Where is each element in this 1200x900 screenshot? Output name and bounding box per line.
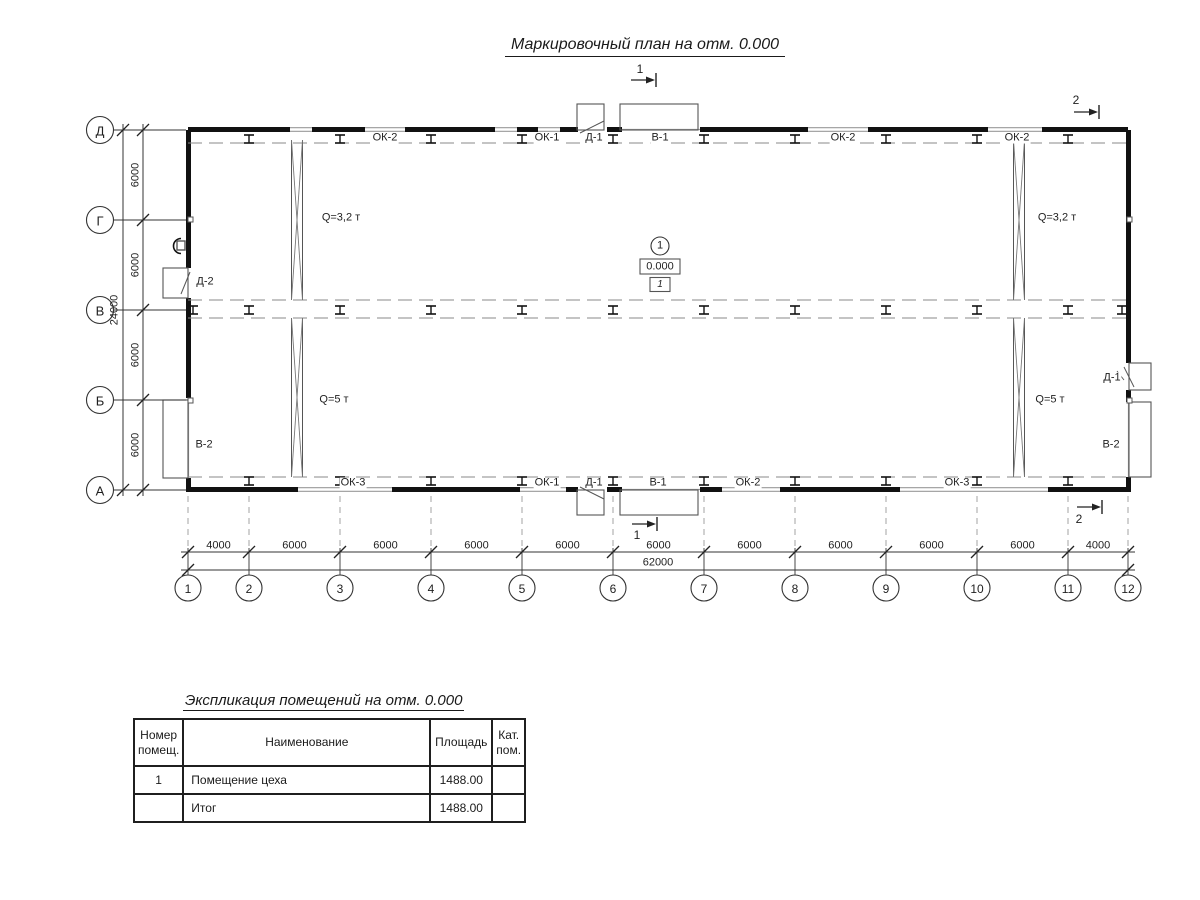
- section-mark-1: 1: [636, 62, 644, 76]
- elevation-box: [640, 259, 680, 274]
- wall-segment: [566, 487, 578, 492]
- porch: [620, 490, 698, 515]
- wall-segment: [1126, 130, 1131, 363]
- elevation-value: 0.000: [646, 260, 674, 272]
- col-header-name: Наименование: [183, 719, 430, 766]
- row-axis-letter: Б: [95, 393, 105, 409]
- room-axis-number: 1: [656, 239, 664, 252]
- wall-segment: [312, 127, 365, 132]
- dimension-label: 6000: [555, 539, 580, 552]
- room-number: 1: [657, 278, 663, 290]
- wall-segment: [186, 298, 191, 398]
- dimension-label: 4000: [206, 539, 231, 552]
- wall-segment: [186, 130, 191, 268]
- cell-room-area: 1488.00: [430, 794, 492, 822]
- opening-label-right: В-2: [1102, 438, 1120, 451]
- opening-label-left: Д-2: [196, 275, 214, 288]
- crane-capacity-label: Q=3,2 т: [321, 211, 361, 224]
- dimension-label: 6000: [1010, 539, 1035, 552]
- column-axis-number: 6: [609, 582, 617, 596]
- row-axis-bubble: [87, 117, 114, 144]
- wall-segment: [186, 478, 191, 492]
- wall-segment: [405, 127, 495, 132]
- column-axis-number: 1: [184, 582, 192, 596]
- section-mark-2: 2: [1075, 512, 1083, 526]
- column-axis-number: 2: [245, 582, 253, 596]
- section-arrow-1-bottom-head: [647, 521, 656, 528]
- opening-label-bottom: Д-1: [585, 476, 603, 489]
- column-axis-number: 7: [700, 582, 708, 596]
- column-axis-bubble: [236, 575, 262, 601]
- dimension-label: 6000: [828, 539, 853, 552]
- cell-room-category: [492, 766, 525, 794]
- room-number-box: [650, 278, 670, 292]
- column-axis-bubble: [509, 575, 535, 601]
- column-axis-number: 3: [336, 582, 344, 596]
- porch: [163, 400, 188, 478]
- wall-segment: [868, 127, 988, 132]
- column-axis-number: 4: [427, 582, 435, 596]
- row-axis-bubble: [87, 297, 114, 324]
- table-row: [134, 794, 525, 822]
- row-axis-letter: В: [95, 303, 105, 319]
- porch: [1129, 402, 1151, 477]
- wall-segment: [1048, 487, 1128, 492]
- opening-label-bottom: ОК-2: [735, 476, 761, 489]
- dimension-label: 4000: [1085, 539, 1111, 552]
- col-header-category: Кат. пом.: [492, 719, 525, 766]
- column-axis-bubble: [418, 575, 444, 601]
- cell-room-category: [492, 794, 525, 822]
- porch: [163, 268, 188, 298]
- wall-segment: [700, 127, 808, 132]
- porch: [620, 104, 698, 130]
- room-axis-circle: [651, 237, 669, 255]
- wall-column-mark: [1127, 398, 1132, 403]
- wall-column-mark: [188, 398, 193, 403]
- section-arrow-2-top-head: [1089, 109, 1098, 116]
- cell-room-name: Итог: [183, 794, 430, 822]
- section-mark-2: 2: [1072, 93, 1080, 107]
- section-mark-1: 1: [633, 528, 641, 542]
- dimension-label: 6000: [464, 539, 489, 552]
- crane-capacity-label: Q=3,2 т: [1037, 211, 1077, 224]
- cell-room-area: 1488.00: [430, 766, 492, 794]
- crane-capacity-label: Q=5 т: [319, 393, 349, 406]
- dimension-label: 6000: [373, 539, 398, 552]
- wall-segment: [517, 127, 538, 132]
- column-axis-number: 11: [1061, 582, 1075, 596]
- row-axis-letter: Г: [96, 213, 104, 229]
- dimension-label: 6000: [129, 342, 142, 368]
- wall-segment: [1126, 477, 1131, 492]
- table-row: [134, 766, 525, 794]
- porch: [1129, 363, 1151, 390]
- cell-room-number: 1: [134, 766, 183, 794]
- wall-segment: [560, 127, 578, 132]
- cell-room-number: [134, 794, 183, 822]
- dimension-label: 6000: [282, 539, 307, 552]
- opening-label-bottom: ОК-3: [340, 476, 366, 489]
- porch: [577, 490, 604, 515]
- hydrant-box: [177, 241, 185, 250]
- wall-segment: [780, 487, 900, 492]
- dimension-label: 6000: [737, 539, 762, 552]
- column-axis-bubble: [600, 575, 626, 601]
- opening-label-top: Д-1: [585, 131, 603, 144]
- column-axis-bubble: [964, 575, 990, 601]
- dimension-label: 6000: [919, 539, 944, 552]
- opening-label-top: ОК-2: [830, 131, 856, 144]
- door-swing: [580, 487, 604, 499]
- wall-column-mark: [1127, 217, 1132, 222]
- opening-label-bottom: ОК-1: [534, 476, 560, 489]
- column-axis-bubble: [1055, 575, 1081, 601]
- row-axis-letter: Д: [95, 123, 105, 139]
- col-header-area: Площадь: [430, 719, 492, 766]
- opening-label-top: ОК-1: [534, 131, 560, 144]
- column-axis-bubble: [782, 575, 808, 601]
- wall-segment: [188, 487, 298, 492]
- rooms-table: [133, 718, 526, 823]
- wall-segment: [188, 127, 290, 132]
- row-axis-bubble: [87, 477, 114, 504]
- wall-segment: [392, 487, 520, 492]
- crane-capacity-label: Q=5 т: [1035, 393, 1065, 406]
- dimension-total-label: 24000: [108, 294, 121, 326]
- dimension-total-label: 62000: [642, 556, 674, 569]
- column-axis-number: 5: [518, 582, 526, 596]
- dimension-label: 6000: [129, 162, 142, 188]
- dimension-label: 6000: [129, 432, 142, 458]
- section-arrow-2-bottom-head: [1092, 504, 1101, 511]
- table-header-row: [134, 719, 525, 766]
- column-axis-bubble: [175, 575, 201, 601]
- column-axis-number: 12: [1121, 582, 1135, 596]
- plan-title: Маркировочный план на отм. 0.000: [505, 36, 785, 57]
- door-swing: [580, 121, 604, 133]
- label-leader: [1117, 371, 1124, 380]
- wall-column-mark: [188, 217, 193, 222]
- row-axis-letter: А: [95, 483, 105, 499]
- opening-label-top: ОК-2: [1004, 131, 1030, 144]
- column-axis-bubble: [327, 575, 353, 601]
- column-axis-bubble: [873, 575, 899, 601]
- opening-label-bottom: ОК-3: [944, 476, 970, 489]
- porch: [577, 104, 604, 130]
- opening-label-right: Д-1: [1103, 371, 1121, 384]
- row-axis-bubble: [87, 207, 114, 234]
- wall-segment: [700, 487, 722, 492]
- column-axis-bubble: [691, 575, 717, 601]
- row-axis-bubble: [87, 387, 114, 414]
- dimension-label: 6000: [129, 252, 142, 278]
- door-swing: [181, 272, 190, 294]
- column-axis-number: 10: [970, 582, 984, 596]
- opening-label-bottom: В-1: [649, 476, 667, 489]
- column-axis-number: 8: [791, 582, 799, 596]
- dimension-label: 6000: [646, 539, 671, 552]
- wall-segment: [1042, 127, 1128, 132]
- section-arrow-1-top-head: [646, 77, 655, 84]
- opening-label-top: ОК-2: [372, 131, 398, 144]
- column-axis-bubble: [1115, 575, 1141, 601]
- opening-label-top: В-1: [651, 131, 669, 144]
- opening-label-left: В-2: [195, 438, 213, 451]
- explication-table-title: Экспликация помещений на отм. 0.000: [185, 692, 463, 709]
- column-axis-number: 9: [882, 582, 890, 596]
- col-header-room-number: Номер помещ.: [134, 719, 183, 766]
- cell-room-name: Помещение цеха: [183, 766, 430, 794]
